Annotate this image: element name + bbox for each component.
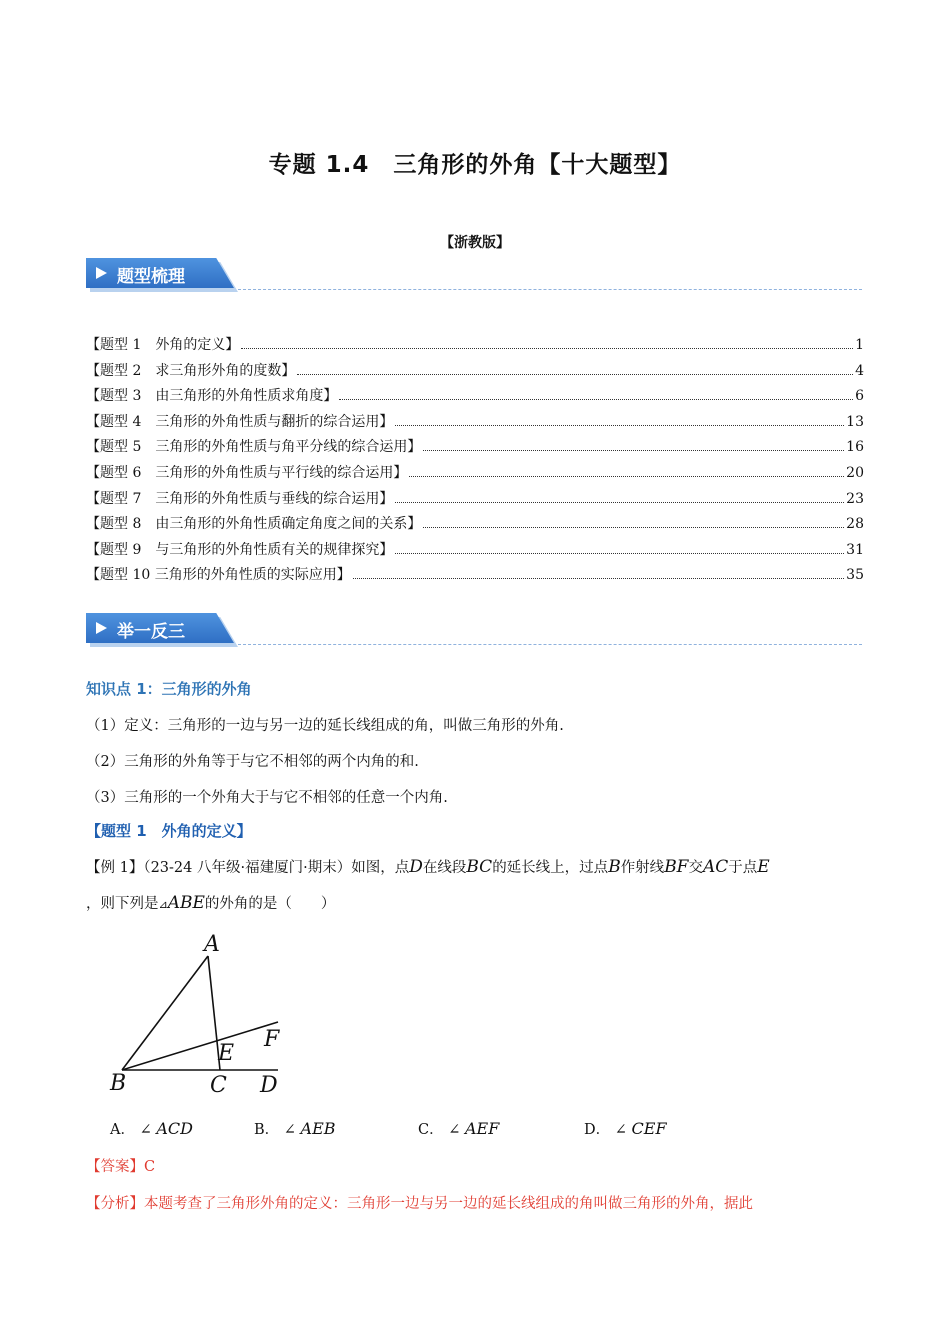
answer-value: C [144, 1159, 156, 1175]
label-d: D [260, 1073, 278, 1098]
knowledge-point-2: （2）三角形的外角等于与它不相邻的两个内角的和. [86, 754, 419, 770]
toc-page: 28 [846, 516, 864, 533]
toc-item[interactable] [86, 436, 864, 462]
toc-label: 【题型 1 外角的定义】 [86, 337, 240, 353]
knowledge-point-title: 知识点 1：三角形的外角 [86, 680, 252, 698]
option-d[interactable]: D． ∠ CEF [584, 1119, 667, 1138]
toc-label: 【题型 5 三角形的外角性质与角平分线的综合运用】 [86, 439, 422, 456]
page-title: 专题 1.4 三角形的外角【十大题型】 [268, 152, 682, 178]
option-b[interactable]: B． ∠ AEB [254, 1119, 336, 1138]
analysis-tag: 【分析】 [86, 1196, 144, 1212]
label-a: A [204, 932, 220, 957]
toc-item[interactable] [86, 360, 864, 386]
toc-page: 1 [855, 337, 864, 353]
knowledge-point-1: （1）定义：三角形的一边与另一边的延长线组成的角，叫做三角形的外角. [86, 718, 564, 734]
banner-label: 举一反三 [117, 622, 185, 642]
toc-page: 4 [855, 362, 864, 379]
toc-page: 13 [846, 413, 864, 430]
toc-page: 31 [846, 541, 864, 558]
play-triangle-icon [96, 622, 107, 634]
toc-page: 20 [846, 464, 864, 481]
analysis-line [86, 1192, 753, 1213]
type-heading: 【题型 1 外角的定义】 [86, 822, 252, 840]
label-e: E [218, 1041, 235, 1066]
toc-page: 23 [846, 490, 864, 507]
toc-item[interactable] [86, 539, 864, 565]
toc-item[interactable] [86, 513, 864, 539]
toc-label: 【题型 4 三角形的外角性质与翻折的综合运用】 [86, 413, 394, 430]
geometry-figure [100, 930, 300, 1100]
play-triangle-icon [96, 267, 107, 279]
toc-page: 35 [846, 567, 864, 584]
option-a[interactable]: A． ∠ ACD [110, 1119, 193, 1138]
toc-label: 【题型 7 三角形的外角性质与垂线的综合运用】 [86, 490, 394, 507]
example-line-2: ，则下列是⊿ABE的外角的是（ ） [86, 893, 336, 913]
banner-divider [238, 289, 862, 290]
label-f: F [264, 1027, 280, 1052]
toc-item[interactable] [86, 411, 864, 437]
edition-label: 【浙教版】 [440, 235, 510, 251]
banner-divider [238, 644, 862, 645]
toc-item[interactable] [86, 564, 864, 590]
answer-line [86, 1155, 155, 1176]
section-banner-type-overview [86, 258, 862, 292]
toc-item[interactable] [86, 385, 864, 411]
option-c[interactable]: C． ∠ AEF [418, 1119, 500, 1138]
toc-label: 【题型 9 与三角形的外角性质有关的规律探究】 [86, 541, 394, 558]
toc-page: 6 [855, 388, 864, 405]
ray-bf [122, 1022, 278, 1070]
toc-label: 【题型 8 由三角形的外角性质确定角度之间的关系】 [86, 516, 422, 533]
knowledge-point-3: （3）三角形的一个外角大于与它不相邻的任意一个内角. [86, 790, 448, 806]
section-banner-practice [86, 613, 862, 647]
banner-label: 题型梳理 [117, 267, 185, 287]
toc-item[interactable] [86, 488, 864, 514]
toc-label: 【题型 3 由三角形的外角性质求角度】 [86, 388, 338, 405]
segment-ab [122, 956, 208, 1070]
label-b: B [110, 1071, 127, 1096]
toc-label: 【题型 6 三角形的外角性质与平行线的综合运用】 [86, 464, 408, 481]
toc-item[interactable] [86, 334, 864, 360]
toc-label: 【题型 10 三角形的外角性质的实际应用】 [86, 567, 351, 584]
example-line-1: 【例 1】（23-24 八年级·福建厦门·期末）如图，点D在线段BC的延长线上，过点B作射线BF交AC于点E [86, 857, 770, 877]
answer-options [0, 1118, 950, 1142]
answer-tag: 【答案】 [86, 1159, 144, 1175]
toc-item[interactable] [86, 462, 864, 488]
label-c: C [210, 1073, 227, 1098]
toc-page: 16 [846, 439, 864, 456]
analysis-text: 本题考查了三角形外角的定义：三角形一边与另一边的延长线组成的角叫做三角形的外角，据此 [144, 1196, 753, 1212]
table-of-contents [86, 334, 864, 590]
toc-label: 【题型 2 求三角形外角的度数】 [86, 362, 296, 379]
